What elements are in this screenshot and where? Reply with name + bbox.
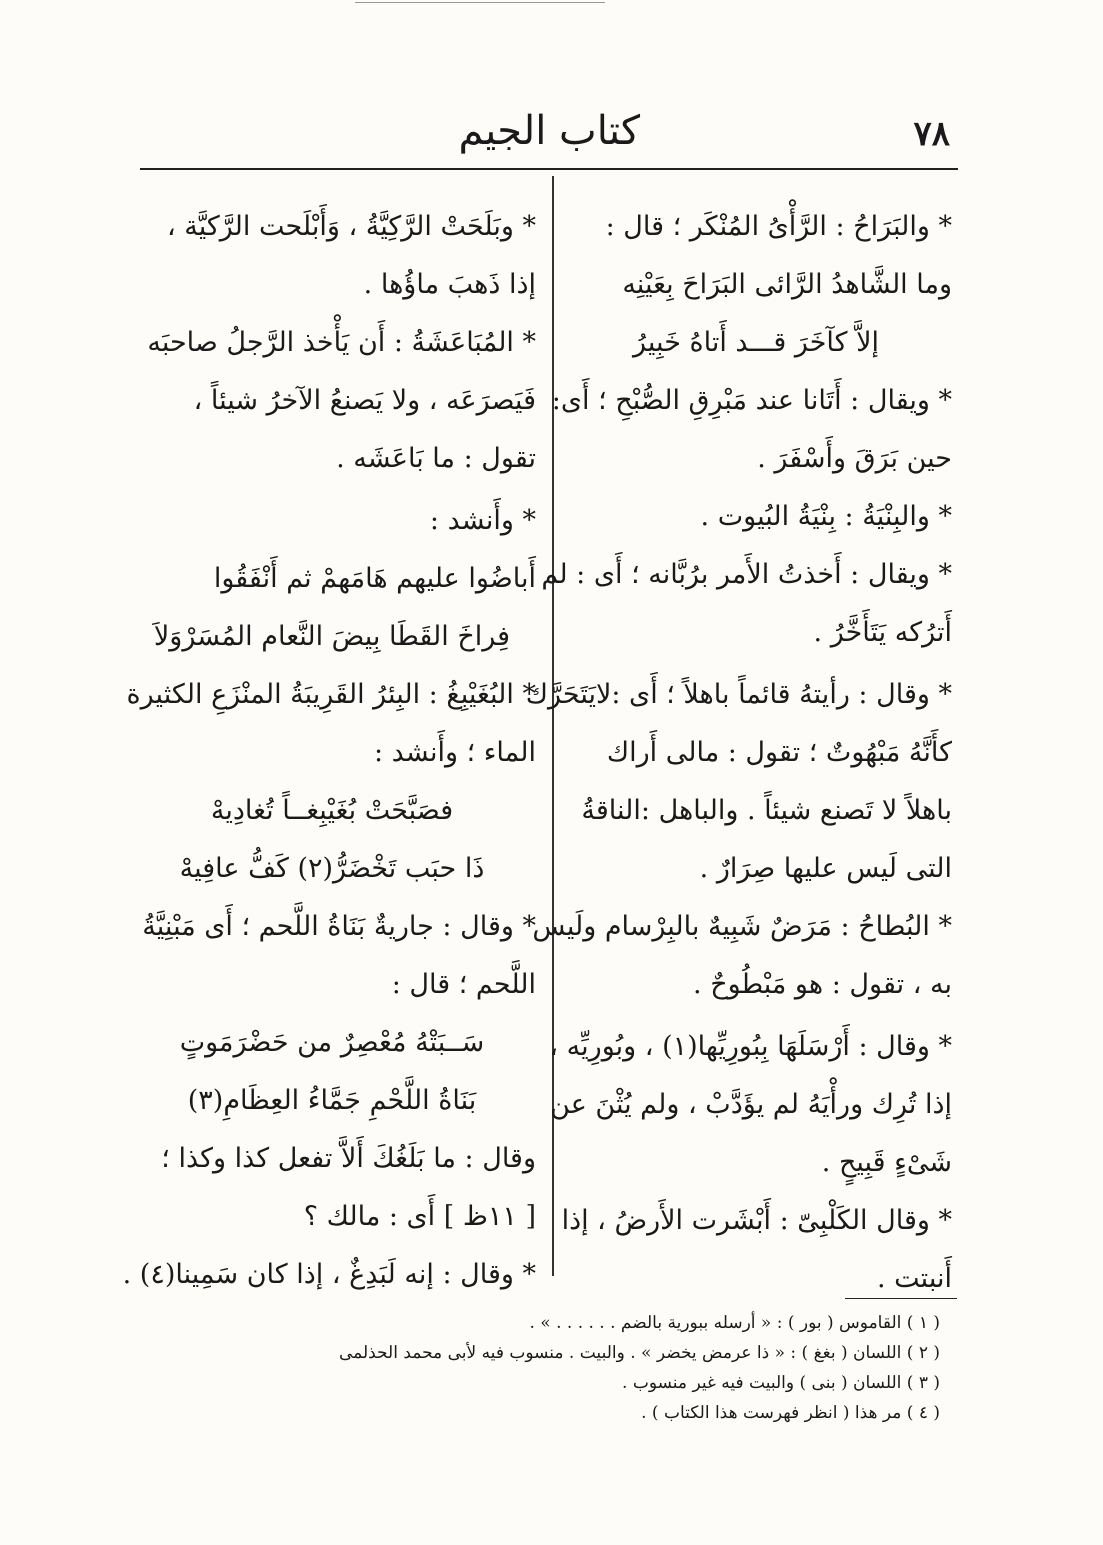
verse-line: فِراخَ القَطَا بِيضَ النَّعام المُسَرْوَلاَ	[153, 621, 511, 652]
page-title: كتاب الجيم	[458, 108, 640, 154]
text-line: التى لَيس عليها صِرَارٌ .	[699, 853, 952, 884]
text-line: * وقال : رأيتهُ قائماً باهلاً ؛ أَى :لايَتَحَرَّك	[525, 679, 952, 710]
text-line: فَيَصرَعَه ، ولا يَصنعُ الآخرُ شيئاً ،	[193, 385, 536, 416]
footnote: ( ١ ) القاموس ( بور ) : « أرسله ببورية بالضم . . . . . . » .	[529, 1313, 940, 1333]
text-line: * وبَلَحَتْ الرَّكِيَّةُ ، وَأَبْلَحت الرَّكيَّة ،	[167, 211, 536, 242]
header-rule	[140, 168, 958, 170]
text-line: وقال : ما بَلَغُكَ أَلاَّ تفعل كذا وكذا ؛	[161, 1143, 536, 1174]
text-line: * والبَرَاحُ : الرَّأْىُ المُنْكَر ؛ قال :	[605, 211, 952, 242]
verse-line: ذَا حبَب تَخْضَرُّ(٢) كَفُّ عافِيهْ	[179, 853, 485, 884]
text-line: * وأَنشد :	[429, 505, 536, 536]
text-line: [ ١١ظ ] أَى : مالك ؟	[303, 1201, 536, 1232]
text-line: كأَنَّهُ مَبْهُوتٌ ؛ تقول : مالى أَراك	[606, 737, 952, 768]
footnote: ( ٢ ) اللسان ( بغغ ) : « ذا عرمض يخضر » . والبيت . منسوب فيه لأبى محمد الحذلمى	[338, 1343, 940, 1363]
verse-line: بَنَاةُ اللَّحْمِ جَمَّاءُ العِظَامِ(٣)	[187, 1085, 477, 1116]
text-line: * ويقال : أَخذتُ الأَمر برُبَّانه ؛ أَى : لم	[541, 559, 952, 590]
footnote: ( ٣ ) اللسان ( بنى ) والبيت فيه غير منسوب .	[622, 1373, 940, 1393]
page-number: ٧٨	[913, 114, 950, 154]
verse-line: فصَبَّحَتْ بُغَيْبِغــاً تُغادِيهْ	[210, 795, 454, 826]
left-column	[122, 198, 536, 1304]
text-line: باهلاً لا تَصنع شيئاً . والباهل :الناقةُ	[581, 795, 952, 826]
footnote-rule	[845, 1298, 957, 1299]
verse-line: وما الشَّاهدُ الرَّائى البَرَاحَ بِعَيْنِه	[622, 269, 952, 300]
footnote: ( ٤ ) مر هذا ( انظر فهرست هذا الكتاب ) .	[641, 1403, 940, 1423]
text-line: * البُغَيْبِغُ : البِئرُ القَرِيبَةُ المنْزَعِ الكثيرة	[126, 679, 536, 710]
text-line: * وقال الكَلْبِىّ : أَبْشَرت الأَرضُ ، إذا	[561, 1205, 952, 1236]
verse-line: سَــبَتْهُ مُعْصِرٌ من حَضْرَمَوتٍ	[179, 1027, 485, 1058]
page-header	[140, 100, 960, 170]
text-line: الماء ؛ وأَنشد :	[374, 737, 536, 768]
text-line: أَنبتت .	[877, 1263, 952, 1294]
text-line: حين بَرَقَ وأَسْفَرَ .	[757, 443, 952, 474]
text-line: اللَّحم ؛ قال :	[391, 969, 536, 1000]
footnotes	[280, 1308, 940, 1428]
text-line: * وقال : إنه لَبَدِغٌ ، إذا كان سَمِينا(٤) .	[122, 1259, 536, 1290]
text-line: به ، تقول : هو مَبْطُوحٌ .	[693, 969, 952, 1000]
text-line: * ويقال : أَتَانا عند مَبْرِقِ الصُّبْحِ ؛ أَى:	[551, 385, 952, 416]
top-edge-line	[355, 2, 605, 3]
text-line: أَترُكه يَتَأَخَّرُ .	[813, 617, 952, 648]
text-line: إذا تُرِك ورأْيَهُ لم يؤَدَّبْ ، ولم يُثْنَ عن	[550, 1089, 952, 1120]
text-line: تقول : ما بَاعَشَه .	[336, 443, 536, 474]
verse-line: أَباضُوا عليهم هَامَهمْ ثم أَنْفَقُوا	[213, 563, 536, 594]
text-line: إذا ذَهبَ ماؤُها .	[363, 269, 536, 300]
text-line: * المُبَاعَشَةُ : أَن يَأْخذ الرَّجلُ صاحبَه	[147, 327, 536, 358]
text-line: * وقال : جاريةٌ بَنَاةُ اللَّحم ؛ أَى مَبْنِيَّةُ	[142, 911, 536, 942]
text-line: * والبِنْيَةُ : بِنْيَةُ البُيوت .	[700, 501, 952, 532]
right-column	[525, 198, 952, 1308]
verse-line: إلاَّ كآخَرَ قـــد أَتاهُ خَبِيرُ	[633, 327, 879, 358]
text-line: * البُطاحُ : مَرَضٌ شَبِيهٌ بالبِرْسام ولَيس	[532, 911, 952, 942]
text-line: شَىْءٍ قَبِيحٍ .	[821, 1147, 952, 1178]
text-line: * وقال : أَرْسَلَهَا بِبُورِيِّها(١) ، وبُورِيِّه ،	[549, 1031, 952, 1062]
